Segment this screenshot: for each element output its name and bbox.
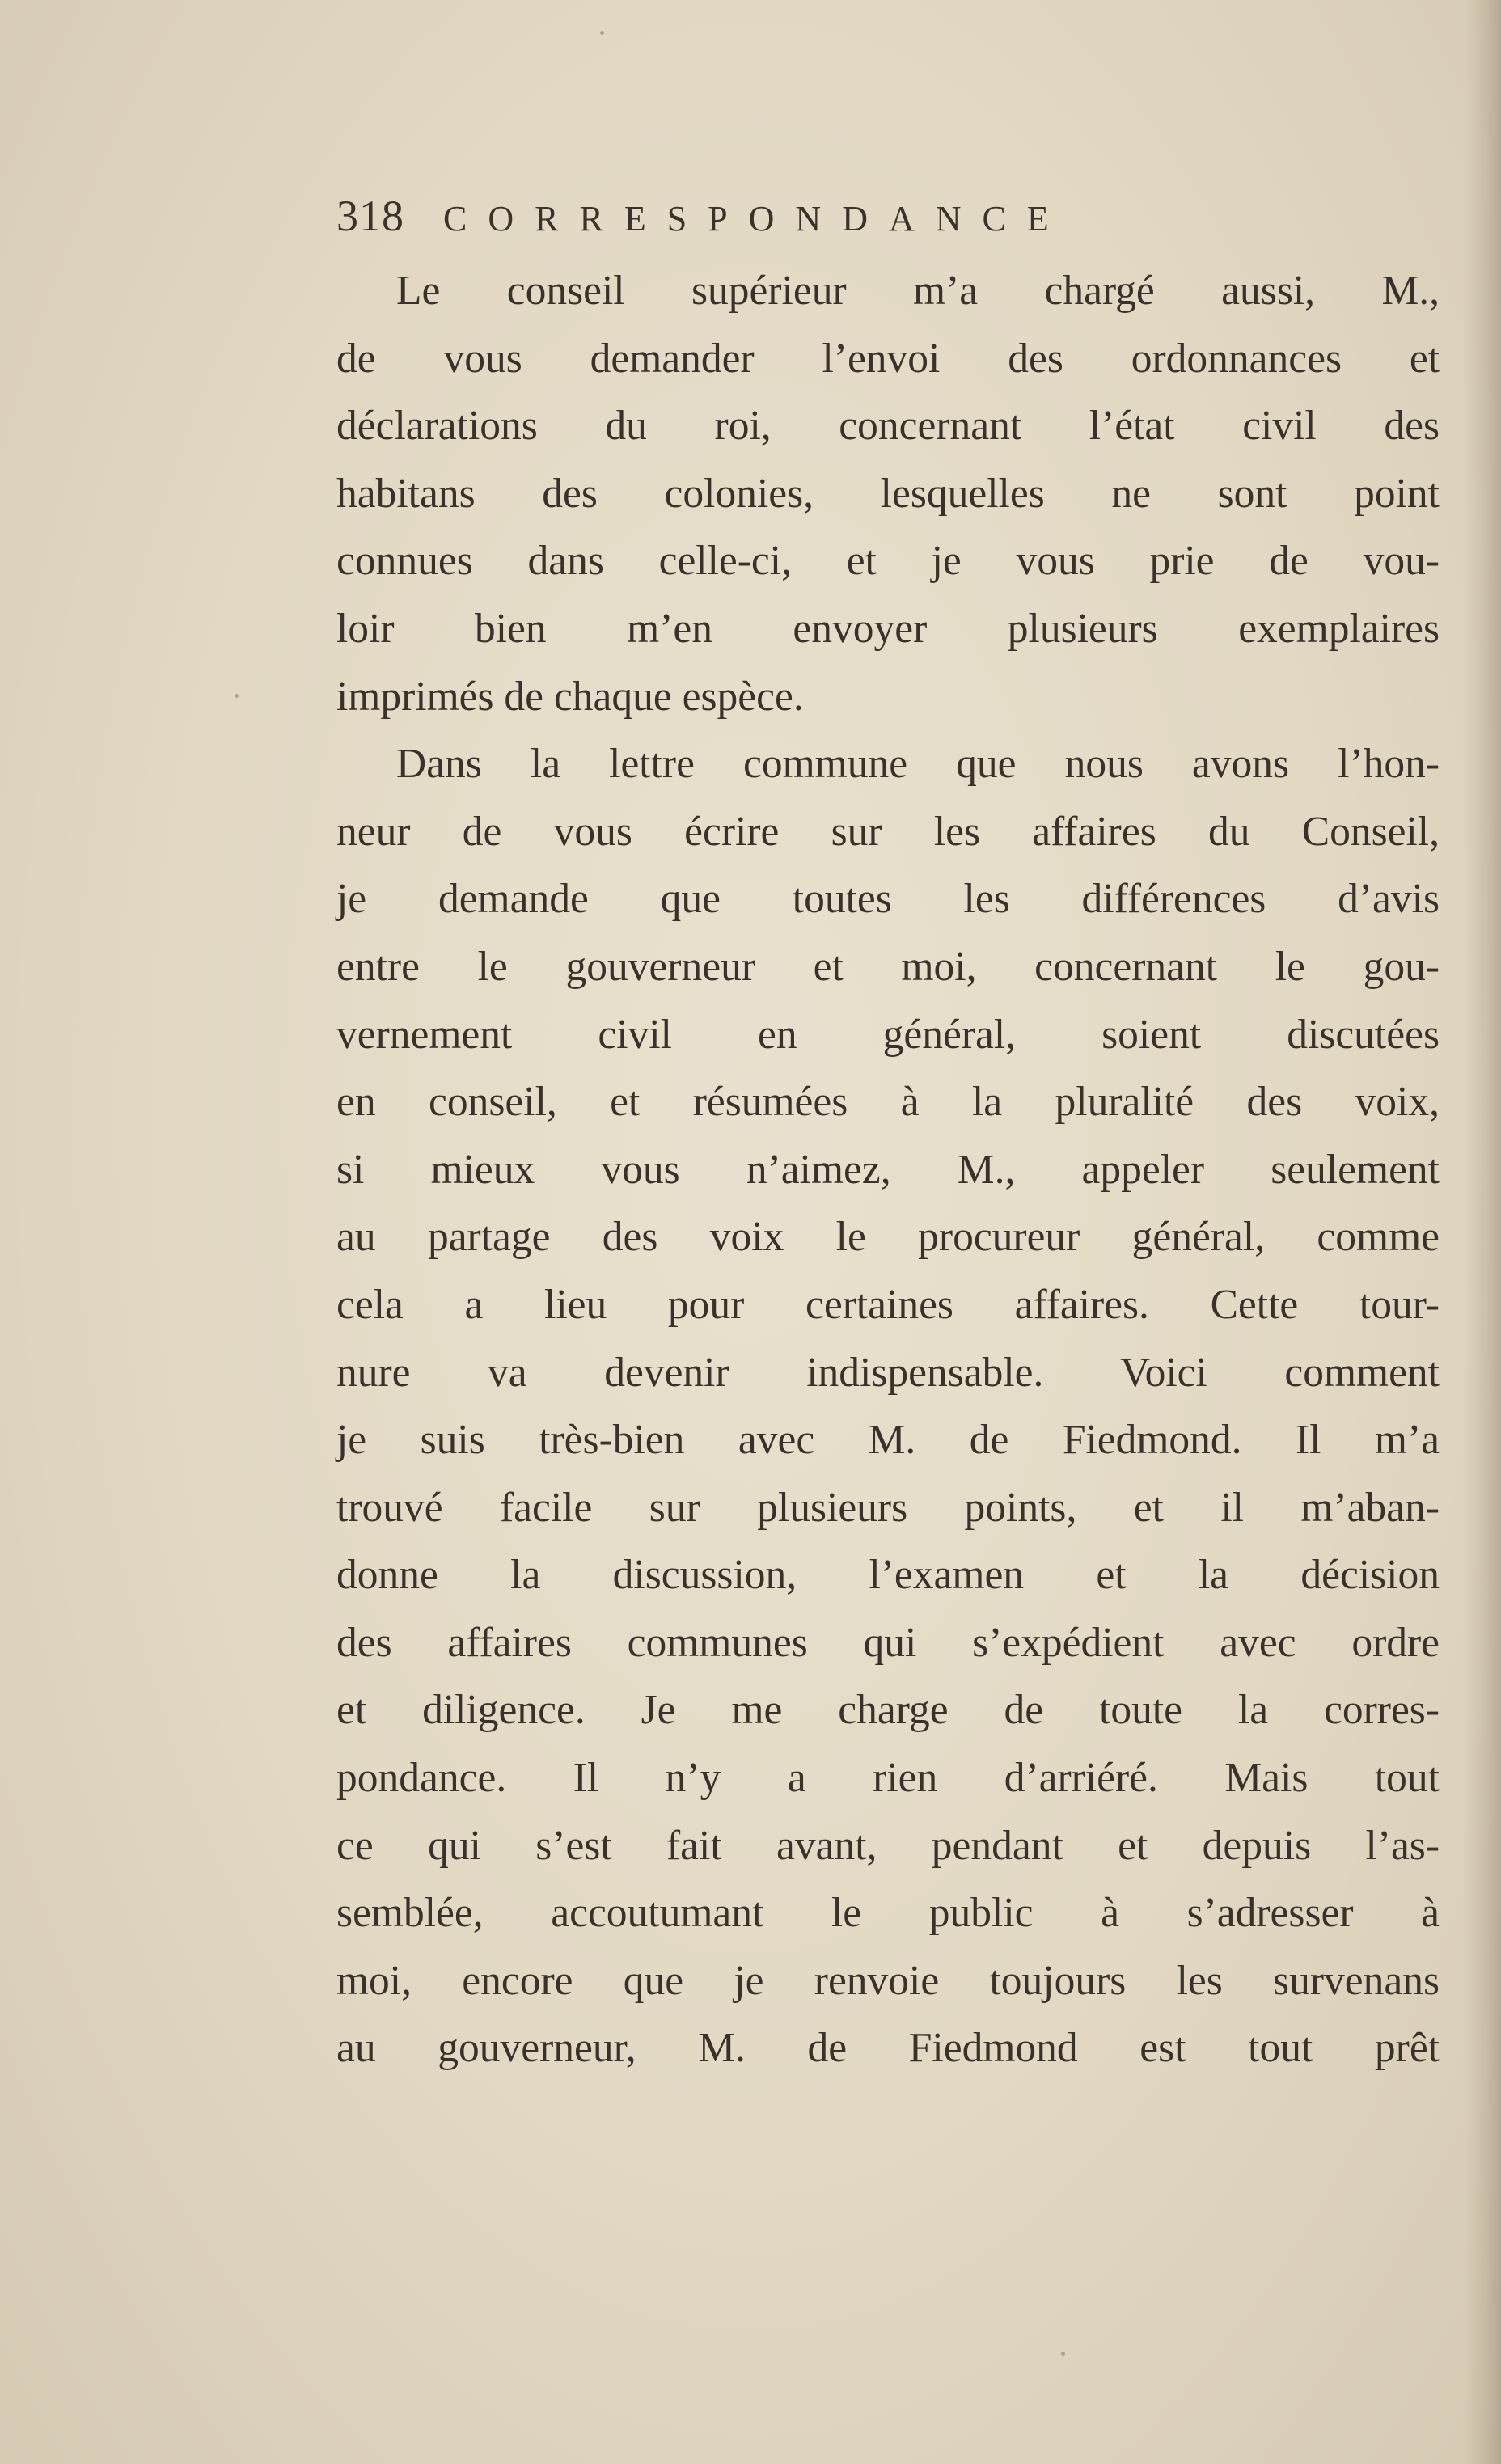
text-line: au partage des voix le procureur général, comme bbox=[336, 1214, 1440, 1261]
text-line: de vous demander l’envoi des ordonnances et bbox=[336, 335, 1440, 382]
text-line: ce qui s’est fait avant, pendant et depuis l’as- bbox=[336, 1822, 1440, 1869]
text-line: je suis très-bien avec M. de Fiedmond. Il m’a bbox=[336, 1417, 1440, 1464]
text-line: moi, encore que je renvoie toujours les survenans bbox=[336, 1957, 1440, 2004]
text-line: connues dans celle-ci, et je vous prie de vou- bbox=[336, 538, 1440, 585]
running-header bbox=[336, 191, 1388, 256]
text-line: imprimés de chaque espèce. bbox=[336, 673, 804, 720]
page-number: 318 bbox=[336, 192, 404, 240]
text-line: si mieux vous n’aimez, M., appeler seulement bbox=[336, 1146, 1440, 1193]
text-line: loir bien m’en envoyer plusieurs exemplaires bbox=[336, 605, 1440, 652]
text-line: entre le gouverneur et moi, concernant le gou- bbox=[336, 943, 1440, 990]
text-line: en conseil, et résumées à la pluralité des voix, bbox=[336, 1079, 1440, 1126]
text-line: je demande que toutes les différences d’avis bbox=[336, 876, 1440, 923]
paper-speck bbox=[235, 694, 239, 698]
paper-speck bbox=[1061, 2352, 1065, 2356]
text-line: déclarations du roi, concernant l’état civil des bbox=[336, 403, 1440, 450]
text-line: vernement civil en général, soient discutées bbox=[336, 1011, 1440, 1058]
text-line: et diligence. Je me charge de toute la corres- bbox=[336, 1687, 1440, 1734]
text-line: cela a lieu pour certaines affaires. Cette tour- bbox=[336, 1281, 1440, 1328]
page-edge-shadow bbox=[1464, 0, 1501, 2464]
text-line: des affaires communes qui s’expédient avec ordre bbox=[336, 1619, 1440, 1666]
text-line: nure va devenir indispensable. Voici comment bbox=[336, 1349, 1440, 1396]
text-line: donne la discussion, l’examen et la décision bbox=[336, 1552, 1440, 1599]
text-line: Dans la lettre commune que nous avons l’hon- bbox=[396, 741, 1440, 788]
text-line: Le conseil supérieur m’a chargé aussi, M., bbox=[396, 268, 1440, 314]
paper-speck bbox=[600, 31, 604, 35]
body-text bbox=[336, 257, 1440, 2082]
text-line: habitans des colonies, lesquelles ne sont point bbox=[336, 470, 1440, 517]
paragraph-2 bbox=[336, 730, 1440, 2082]
running-title: CORRESPONDANCE bbox=[443, 199, 1070, 239]
paragraph-1 bbox=[336, 257, 1440, 730]
text-line: trouvé facile sur plusieurs points, et il m’aban- bbox=[336, 1484, 1440, 1531]
text-line: au gouverneur, M. de Fiedmond est tout prêt bbox=[336, 2025, 1440, 2072]
text-line: pondance. Il n’y a rien d’arriéré. Mais tout bbox=[336, 1755, 1440, 1802]
text-line: neur de vous écrire sur les affaires du Conseil, bbox=[336, 808, 1440, 855]
text-line: semblée, accoutumant le public à s’adresser à bbox=[336, 1890, 1440, 1937]
